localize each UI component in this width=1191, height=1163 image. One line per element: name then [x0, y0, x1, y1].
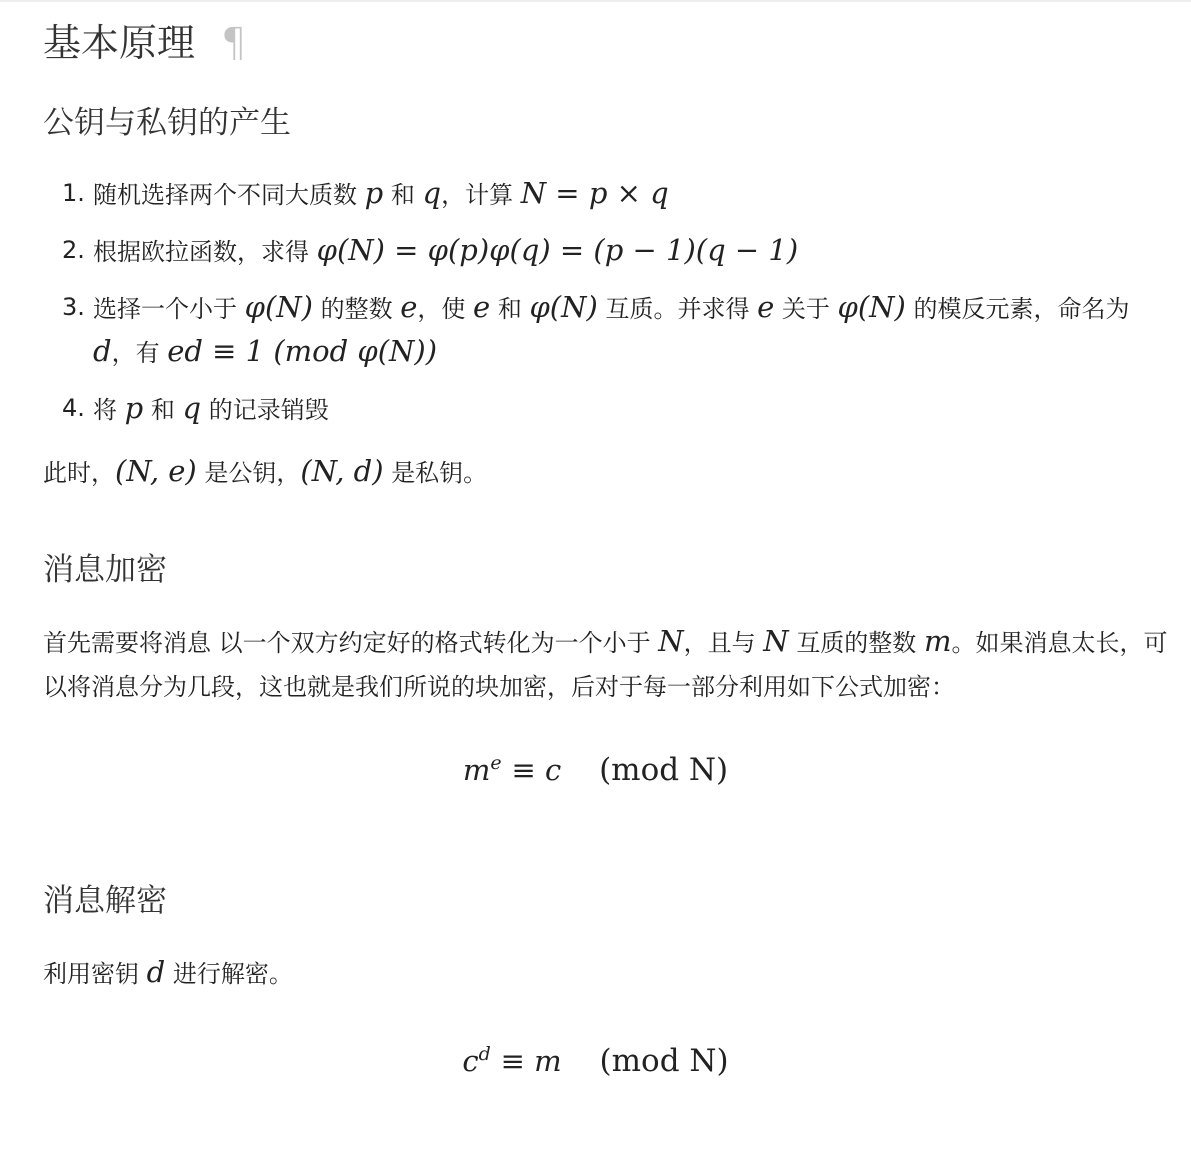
- math-public-key: (N, e): [115, 454, 197, 488]
- encrypt-formula: [0, 752, 1191, 788]
- para-text: 首先需要将消息 以一个双方约定好的格式转化为一个小于: [43, 629, 651, 657]
- math-phi-n: φ(N): [529, 290, 598, 324]
- math-var-e: e: [400, 290, 418, 324]
- step-text: ，使: [417, 295, 466, 323]
- formula-modulus: (mod N): [599, 752, 729, 789]
- math-var-p: p: [364, 176, 384, 210]
- list-item-number: 2.: [62, 236, 85, 264]
- step-text: 根据欧拉函数，求得: [93, 238, 309, 266]
- list-item: [62, 229, 1177, 273]
- para-text: 此时，: [43, 459, 115, 487]
- math-private-key: (N, d): [300, 454, 384, 488]
- step-text: 的记录销毁: [208, 396, 329, 424]
- list-item: [62, 172, 1177, 216]
- step-text: 关于: [781, 295, 830, 323]
- math-var-q: q: [422, 176, 442, 210]
- step-text: ，有: [111, 339, 160, 367]
- para-text: 是私钥。: [391, 459, 488, 487]
- formula-modulus: (mod N): [599, 1043, 729, 1080]
- page-title: [43, 18, 246, 68]
- keygen-summary-paragraph: [43, 449, 1173, 495]
- math-formula: N = p × q: [520, 176, 669, 210]
- step-text: 选择一个小于: [93, 295, 237, 323]
- list-item-number: 1.: [62, 179, 85, 207]
- step-text: 互质。并求得: [605, 295, 750, 323]
- math-var-q: q: [182, 391, 202, 425]
- heading-anchor-link[interactable]: ¶: [221, 20, 247, 66]
- math-var-p: p: [124, 391, 144, 425]
- section-title-encrypt: 消息加密: [43, 552, 167, 588]
- list-item-number: 3.: [62, 293, 85, 321]
- page-title-text: 基本原理: [43, 21, 196, 65]
- para-text: ，且与: [683, 629, 756, 657]
- step-text: 和: [150, 396, 175, 424]
- keygen-steps-list: [62, 172, 1177, 444]
- math-var-n: N: [763, 624, 789, 658]
- math-var-d: d: [93, 334, 112, 368]
- math-formula: ed ≡ 1 (mod φ(N)): [167, 334, 438, 368]
- step-text: ，计算: [441, 181, 514, 209]
- list-item-number: 4.: [62, 394, 85, 422]
- math-var-e: e: [473, 290, 491, 324]
- math-var-n: N: [658, 624, 684, 658]
- math-phi-n: φ(N): [837, 290, 906, 324]
- section-title-decrypt: 消息解密: [43, 883, 167, 919]
- formula-base: m: [462, 753, 491, 788]
- top-divider: [0, 0, 1191, 2]
- math-var-e: e: [757, 290, 775, 324]
- list-item: [62, 387, 1177, 431]
- section-title-keygen: 公钥与私钥的产生: [43, 105, 291, 141]
- formula-base: c: [462, 1044, 479, 1079]
- formula-congruence: ≡ c: [511, 753, 562, 788]
- math-formula: φ(N) = φ(p)φ(q) = (p − 1)(q − 1): [316, 233, 799, 267]
- step-text: 随机选择两个不同大质数: [93, 181, 357, 209]
- para-text: 。如果消息太长，可以将消息分为几段，这也就是我们所说的块加密，后对于每一部分利用如下公式加密：: [43, 629, 1168, 701]
- formula-exponent: e: [490, 752, 502, 774]
- math-phi-n: φ(N): [244, 290, 313, 324]
- para-text: 利用密钥: [43, 960, 139, 988]
- step-text: 将: [93, 396, 117, 424]
- para-text: 互质的整数: [796, 629, 917, 657]
- decrypt-formula: [0, 1043, 1191, 1079]
- step-text: 和: [390, 181, 415, 209]
- list-item: [62, 286, 1177, 374]
- math-var-m: m: [923, 624, 952, 658]
- step-text: 和: [497, 295, 522, 323]
- step-text: 的模反元素，命名为: [913, 295, 1130, 323]
- para-text: 是公钥，: [204, 459, 301, 487]
- formula-congruence: ≡ m: [500, 1044, 562, 1079]
- decrypt-paragraph: [43, 950, 1173, 996]
- math-var-d: d: [146, 955, 166, 989]
- para-text: 进行解密。: [172, 960, 293, 988]
- step-text: 的整数: [320, 295, 393, 323]
- encrypt-paragraph: [43, 619, 1173, 709]
- formula-exponent: d: [478, 1043, 491, 1065]
